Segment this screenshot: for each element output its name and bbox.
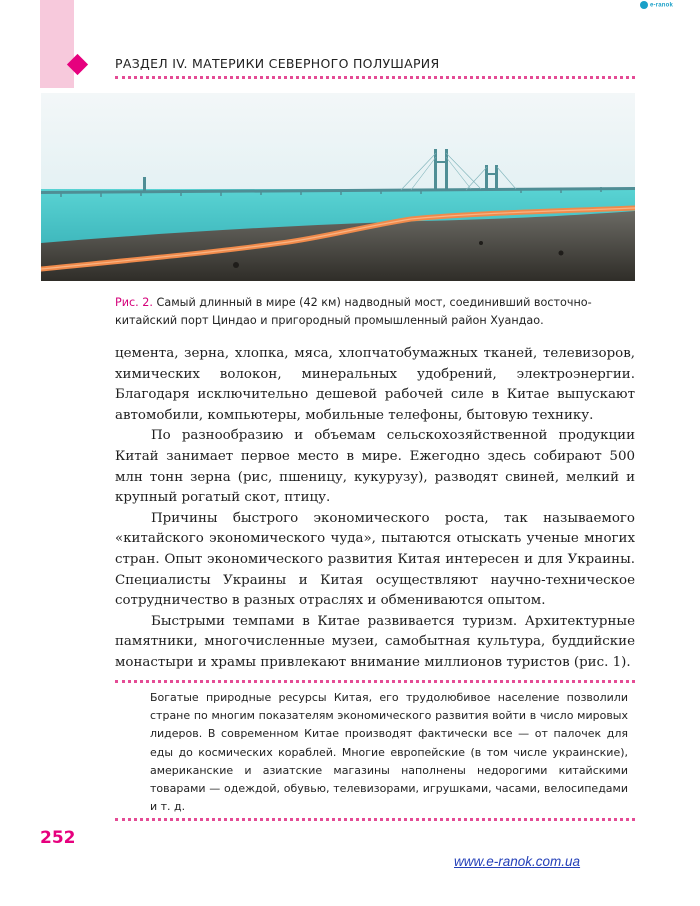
paragraph: Быстрыми темпами в Китае развивается туризм. Архитектурные памятники, многочисленные музеи, самобытная культура, буддийские монастыри и храмы привлекают внимание миллионов туристов (рис. 1). <box>115 613 635 670</box>
bridge-photo <box>41 93 635 281</box>
summary-bottom-divider <box>115 818 635 821</box>
main-text <box>115 344 635 674</box>
figure-label: Рис. 2. <box>115 296 153 309</box>
pink-tab-decoration <box>40 0 74 88</box>
figure-caption-text: Самый длинный в мире (42 км) надводный мост, соединивший восточно-китайский порт Циндао и пригородный промышленный район Хуандао. <box>115 296 592 327</box>
paragraph: По разнообразию и объемам сельскохозяйственной продукции Китай занимает первое место в мире. Ежегодно здесь собирают 500 млн тонн зерна (рис, пшеницу, кукурузу), разводят свиней, мелкий и крупный рогатый скот, птицу. <box>115 428 635 506</box>
logo-icon <box>640 1 648 9</box>
corner-logo: e-ranok <box>640 1 673 9</box>
summary-box: Богатые природные ресурсы Китая, его трудолюбивое население позволили стране по многим показателям экономического развития войти в число мировых лидеров. В современном Китае производят фактически все — от палочек для еды до космических кораблей. Многие европейские (в том числе украинские), американские и азиатские магазины наполнены недорогими китайскими товарами — одеждой, обувью, телевизорами, игрушками, часами, велосипедами и т. д. <box>150 691 628 814</box>
page-number: 252 <box>40 828 76 848</box>
section-title: РАЗДЕЛ IV. МАТЕРИКИ СЕВЕРНОГО ПОЛУШАРИЯ <box>115 56 440 71</box>
paragraph: Причины быстрого экономического роста, так называемого «китайского экономического чуда», пытаются отыскать ученые многих стран. Опыт экономического развития Китая интересен и для Украины. Специалисты Украины и Китая осуществляют научно-техническое сотрудничество в разных отраслях и обмениваются опытом. <box>115 510 635 609</box>
footer-link[interactable]: www.e-ranok.com.ua <box>454 854 581 869</box>
summary-top-divider <box>115 680 635 683</box>
header-divider <box>115 76 635 79</box>
figure-caption <box>115 294 635 330</box>
bridge-photo-svg <box>41 93 635 281</box>
paragraph: цемента, зерна, хлопка, мяса, хлопчатобумажных тканей, телевизоров, химических волокон, минеральных удобрений, электроэнергии. Благодаря исключительно дешевой рабочей силе в Китае выпускают автомобили, компьютеры, мобильные телефоны, бытовую технику. <box>115 346 635 423</box>
